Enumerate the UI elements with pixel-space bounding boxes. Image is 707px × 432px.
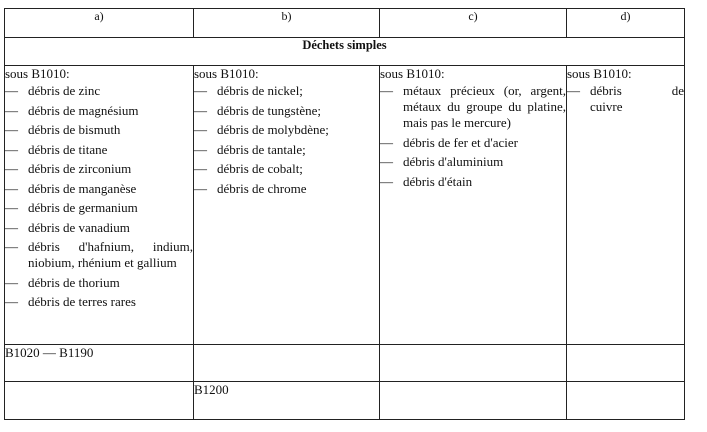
column-b-intro: sous B1010: xyxy=(194,66,259,81)
empty-cell xyxy=(567,345,685,382)
dash-mark: — xyxy=(5,274,18,290)
dash-mark: — xyxy=(380,154,393,169)
list-item xyxy=(194,83,379,99)
empty-cell xyxy=(567,382,685,420)
list-item-text: débris d'hafnium, indium, niobium, rhénium et gallium xyxy=(28,239,193,270)
dash-mark: — xyxy=(5,141,18,157)
column-a-list xyxy=(5,83,193,310)
list-item-text: débris de zirconium xyxy=(28,161,132,176)
list-item-text: débris de vanadium xyxy=(28,219,130,235)
list-item-text: débris de molybdène; xyxy=(217,122,329,137)
list-item xyxy=(380,83,566,131)
column-b-cell xyxy=(194,66,380,345)
dash-mark: — xyxy=(194,122,207,137)
list-item-text: débris de magnésium xyxy=(28,102,139,118)
dash-mark: — xyxy=(5,102,18,118)
list-item-text: débris de chrome xyxy=(217,180,307,196)
column-d-list xyxy=(567,83,684,115)
column-a-intro: sous B1010: xyxy=(5,66,70,81)
header-cell-c: c) xyxy=(380,9,567,38)
dash-mark: — xyxy=(194,83,207,98)
list-item xyxy=(5,220,193,236)
list-item xyxy=(194,122,379,138)
column-d-cell xyxy=(567,66,685,345)
list-item-text: débris d'aluminium xyxy=(403,154,504,169)
range-cell-a: B1020 — B1190 xyxy=(5,345,194,382)
section-title: Déchets simples xyxy=(5,38,685,66)
list-item xyxy=(5,181,193,197)
list-item xyxy=(194,181,379,197)
header-cell-d: d) xyxy=(567,9,685,38)
list-item xyxy=(5,239,193,271)
column-a-cell xyxy=(5,66,194,345)
list-item xyxy=(194,142,379,158)
dash-mark: — xyxy=(194,141,207,157)
list-item-text: débris de thorium xyxy=(28,274,120,290)
dash-mark: — xyxy=(5,219,18,235)
column-c-intro: sous B1010: xyxy=(380,66,445,81)
dash-mark: — xyxy=(380,134,393,150)
list-item-text: débris de nickel; xyxy=(217,83,303,98)
list-item xyxy=(5,161,193,177)
column-c-cell xyxy=(380,66,567,345)
dash-mark: — xyxy=(380,83,393,98)
list-item xyxy=(194,161,379,177)
list-item-text-line1: débris de xyxy=(590,83,684,98)
list-item-text: débris de cobalt; xyxy=(217,161,303,176)
dash-mark: — xyxy=(5,122,18,137)
list-item xyxy=(5,103,193,119)
dash-mark: — xyxy=(194,161,207,176)
header-cell-b: b) xyxy=(194,9,380,38)
list-item xyxy=(5,122,193,138)
code-row xyxy=(5,382,685,420)
list-item-text: débris de tungstène; xyxy=(217,102,321,118)
list-item xyxy=(5,294,193,310)
empty-cell xyxy=(380,382,567,420)
dash-mark: — xyxy=(5,239,18,254)
list-item-text: débris de zinc xyxy=(28,83,101,98)
code-cell-b: B1200 xyxy=(194,382,380,420)
dash-mark: — xyxy=(380,173,393,189)
list-item-text-line2: cuivre xyxy=(590,99,623,114)
dash-mark: — xyxy=(5,180,18,196)
dash-mark: — xyxy=(5,161,18,176)
empty-cell xyxy=(194,345,380,382)
dash-mark: — xyxy=(5,83,18,98)
dash-mark: — xyxy=(5,200,18,215)
list-item xyxy=(5,142,193,158)
empty-cell xyxy=(380,345,567,382)
header-cell-a: a) xyxy=(5,9,194,38)
list-item xyxy=(194,103,379,119)
column-b-list xyxy=(194,83,379,197)
header-row xyxy=(5,9,685,38)
dash-mark: — xyxy=(194,102,207,118)
list-item xyxy=(380,174,566,190)
dash-mark: — xyxy=(5,294,18,309)
empty-cell xyxy=(5,382,194,420)
list-item-text: débris d'étain xyxy=(403,173,473,189)
list-item-text: débris de tantale; xyxy=(217,141,306,157)
column-d-intro: sous B1010: xyxy=(567,66,632,81)
range-row xyxy=(5,345,685,382)
list-item-text: débris de titane xyxy=(28,141,108,157)
dash-mark: — xyxy=(194,180,207,196)
list-item-text: débris de fer et d'acier xyxy=(403,134,518,150)
content-row xyxy=(5,66,685,345)
waste-table xyxy=(4,8,685,420)
list-item-text: débris de bismuth xyxy=(28,122,121,137)
list-item-text: débris de manganèse xyxy=(28,180,137,196)
section-row xyxy=(5,38,685,66)
list-item-text: débris de terres rares xyxy=(28,294,136,309)
list-item-text: métaux précieux (or, argent, métaux du groupe du platine, mais pas le mercure) xyxy=(403,83,566,130)
list-item xyxy=(5,275,193,291)
column-c-list xyxy=(380,83,566,190)
list-item xyxy=(5,83,193,99)
list-item xyxy=(380,154,566,170)
list-item-text: débris de germanium xyxy=(28,200,138,215)
list-item xyxy=(567,83,684,115)
dash-mark: — xyxy=(567,83,580,98)
list-item xyxy=(380,135,566,151)
list-item xyxy=(5,200,193,216)
